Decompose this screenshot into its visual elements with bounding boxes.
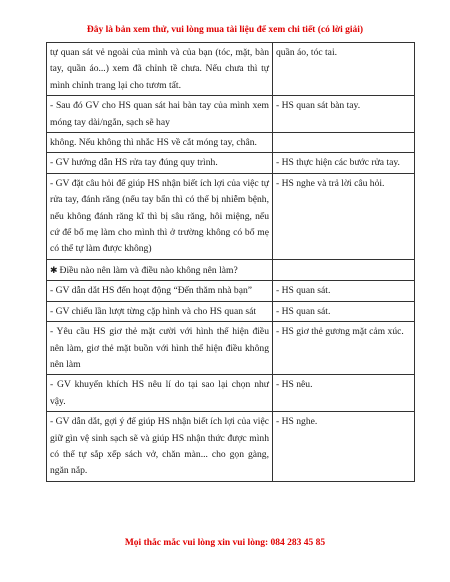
table-row [47,301,415,321]
teacher-activity-cell: - GV dẫn dắt, gợi ý để giúp HS nhận biết ích lợi của việc giữ gìn vệ sinh sạch sẽ và giúp HS nhận thức được mình có thể tự sắp xếp sách vở, chăn màn... cho gọn gàng, ngăn nắp. [47,412,273,482]
teacher-activity-cell: - GV hướng dẫn HS rửa tay đúng quy trình. [47,153,273,173]
student-activity-cell [273,259,415,280]
table-row [47,322,415,375]
teacher-activity-cell: - GV chiếu lần lượt từng cặp hình và cho HS quan sát [47,301,273,321]
teacher-activity-cell: không. Nếu không thì nhắc HS về cắt móng tay, chân. [47,133,273,153]
student-activity-cell: - HS giơ thẻ gương mặt cảm xúc. [273,322,415,375]
student-activity-cell: - HS quan sát bàn tay. [273,96,415,133]
student-activity-cell: - HS quan sát. [273,281,415,301]
student-activity-cell: - HS nghe. [273,412,415,482]
student-activity-cell [273,133,415,153]
table-row [47,173,415,259]
teacher-activity-cell: - Sau đó GV cho HS quan sát hai bàn tay của mình xem móng tay dài/ngắn, sạch sẽ hay [47,96,273,133]
student-activity-cell: - HS thực hiện các bước rửa tay. [273,153,415,173]
contact-notice-footer: Mọi thắc mắc vui lòng xin vui lòng: 084 283 45 85 [124,538,326,548]
table-row [47,96,415,133]
table-row [47,281,415,301]
student-activity-cell: - HS nêu. [273,375,415,412]
table-row [47,43,415,96]
table-row-section-heading [47,259,415,280]
teacher-activity-cell: - Yêu cầu HS giơ thẻ mặt cười với hình thể hiện điều nên làm, giơ thẻ mặt buồn với hình thể hiện điều không nên làm [47,322,273,375]
table-row [47,133,415,153]
teacher-activity-cell: - GV đặt câu hỏi để giúp HS nhận biết ích lợi của việc tự rửa tay, đánh răng (nếu tay bẩn thì có thể bị nhiễm bệnh, nếu không đánh răng kĩ thì bị sâu răng, hôi miệng, nếu cứ để bố mẹ làm cho mình thì ở trường không có bố mẹ có thể tự làm được không) [47,173,273,259]
teacher-activity-cell: tự quan sát vẻ ngoài của mình và của bạn (tóc, mặt, bàn tay, quần áo...) xem đã chỉnh tề chưa. Nếu chưa thì tự mình chỉnh trang lại cho tươm tất. [47,43,273,96]
asterisk-icon: ✱ [50,264,58,275]
table-row [47,412,415,482]
lesson-activity-table [46,42,415,482]
section-heading-text: Điều nào nên làm và điều nào không nên làm? [59,264,238,276]
student-activity-cell: - HS nghe và trả lời câu hỏi. [273,173,415,259]
section-heading-cell [47,259,273,280]
student-activity-cell: - HS quan sát. [273,301,415,321]
teacher-activity-cell: - GV dẫn dắt HS đến hoạt động “Đến thăm nhà bạn” [47,281,273,301]
teacher-activity-cell: - GV khuyến khích HS nêu lí do tại sao lại chọn như vậy. [47,375,273,412]
table-row [47,375,415,412]
preview-notice-header: Đây là bản xem thử, vui lòng mua tài liệu để xem chi tiết (có lời giải) [86,25,364,35]
student-activity-cell: quần áo, tóc tai. [273,43,415,96]
table-row [47,153,415,173]
